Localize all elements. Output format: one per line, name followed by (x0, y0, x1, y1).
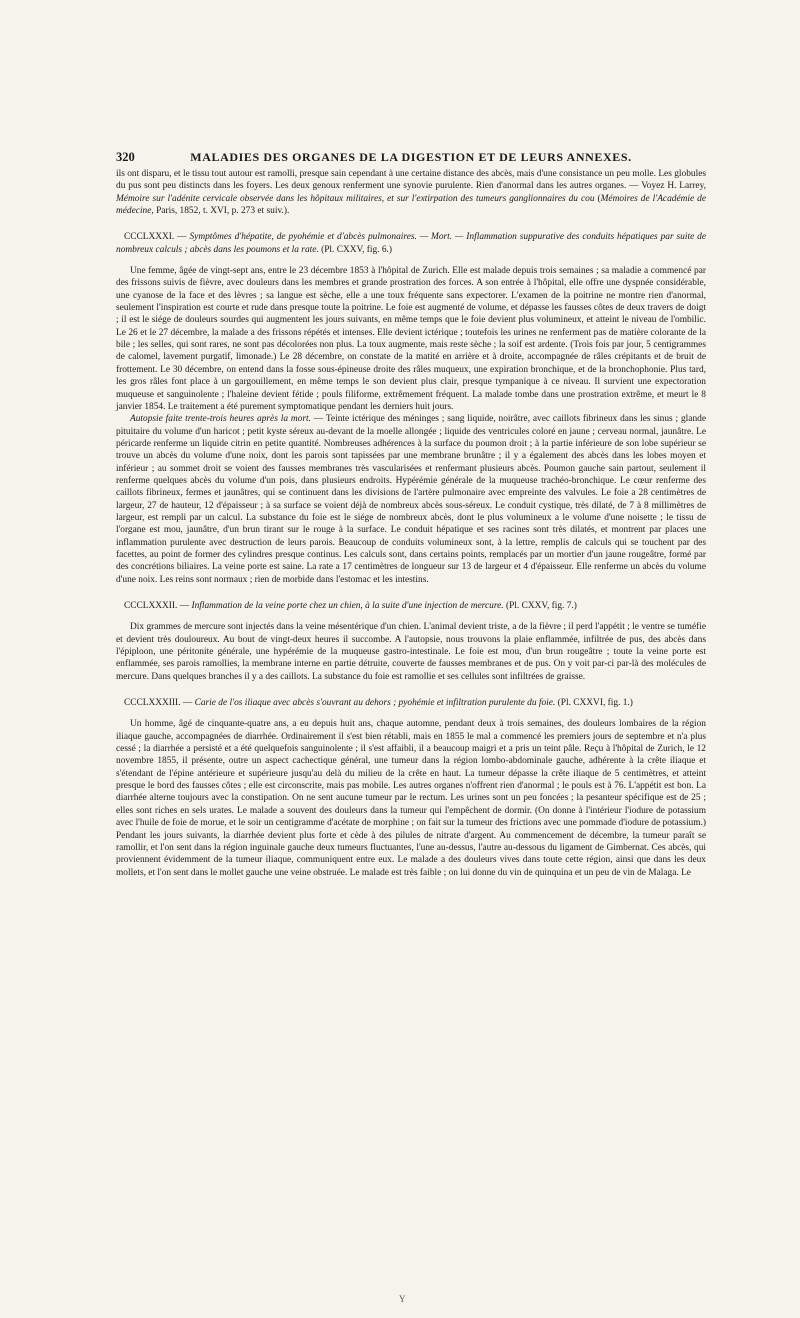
observation-number: CCCLXXXIII. (124, 698, 181, 709)
observation-382-heading: CCCLXXXII. — Inflammation de la veine porte chez un chien, à la suite d'une injection de mercure. (Pl. CXXV, fig. 7.) (124, 601, 577, 611)
plate-reference: (Pl. CXXVI, fig. 1.) (555, 698, 633, 709)
page-number: 320 (116, 150, 135, 164)
observation-381-heading: CCCLXXXI. — Symptômes d'hépatite, de pyohémie et d'abcès pulmonaires. — Mort. — Inflammation suppurative des conduits hépatiques par suite de nombreux calculs ; abcès dans les poumons et la rate. (Pl. CXXV, fig. 6.) (116, 232, 706, 255)
paragraph-experiment: Dix grammes de mercure sont injectés dans la veine mésentérique d'un chien. L'animal devient triste, a de la fièvre ; il perd l'appétit ; le ventre se tuméfie et devient très douloureux. Au bout de vingt-deux heures il succombe. A l'autopsie, nous trouvons la plaie enflammée, infiltrée de pus, des abcès dans l'épiploon, une péritonite générale, une hypérémie de la muqueuse gastro-intestinale. Le foie est mou, d'un brun rougeâtre ; toute la veine porte est enflammée, ses parois ramollies, la membrane interne en partie détruite, couverte de fausses membranes et de pus. On y voit par-ci par-là des molécules de mercure. Dans quelques branches il y a des caillots. La substance du foie est ramollie et ses cellules sont infiltrées de graisse. (116, 622, 706, 682)
paragraph-case-history: Un homme, âgé de cinquante-quatre ans, a eu depuis huit ans, chaque automne, pendant deux à trois semaines, des douleurs lombaires de la région iliaque gauche, accompagnées de diarrhée. Ordinairement il s'est bien rétabli, mais en 1855 le mal a commencé les premiers jours de septembre et n'a plus cessé ; la diarrhée a persisté et a été quelquefois sanguinolente ; il s'est affaibli, il a beaucoup maigri et a pris un teint pâle. Reçu à l'hôpital de Zurich, le 12 novembre 1855, il présente, outre un aspect cachectique général, une tumeur dans la région lombo-abdominale gauche, adhérente à la crête iliaque et s'étendant de l'épine antérieure et supérieure jusqu'au delà du milieu de la crête en haut. La tumeur dépasse la crête iliaque de 5 centimètres, et atteint presque le bord des fausses côtes ; elle est circonscrite, mais pas mobile. Les autres organes n'offrent rien d'anormal ; le pouls est à 76. L'appétit est bon. La diarrhée alterne toujours avec la constipation. On ne sent aucune tumeur par le rectum. Les urines sont un peu foncées ; la pesanteur spécifique est de 25 ; elles sont riches en sels urates. Le malade a souvent des douleurs dans la tumeur qui l'empêchent de dormir. (On donne à l'intérieur l'iodure de potassium avec l'huile de foie de morue, et le soir un centigramme d'acétate de morphine ; on fait sur la tumeur des frictions avec une pommade d'iodure de potassium.) Pendant les jours suivants, la diarrhée devient plus forte et cède à des pilules de nitrate d'argent. Au commencement de décembre, la tumeur paraît se ramollir, et l'on sent dans la région inguinale gauche deux tumeurs fluctuantes, l'une au-dessus, l'autre au-dessous du ligament de Gimbernat. Ces abcès, qui proviennent évidemment de la tumeur iliaque, communiquent entre eux. Le malade a des douleurs vives dans toute cette région, ainsi que dans les deux mollets, et l'on sent dans le mollet gauche une veine obstruée. Le malade est très faible ; on lui donne du vin de quinquina et un peu de vin de Malaga. Le (116, 719, 706, 878)
paragraph-continuation: ils ont disparu, et le tissu tout autour est ramolli, presque sain cependant à une certaine distance des abcès, mais d'une consistance un peu molle. Les globules du pus sont peu distincts dans les foyers. Les deux genoux renferment une synovie purulente. Rien d'anormal dans les autres organes. — Voyez H. Larrey, Mémoire sur l'adénite cervicale observée dans les hôpitaux militaires, et sur l'extirpation des tumeurs ganglionnaires du cou (Mémoires de l'Académie de médecine, Paris, 1852, t. XVI, p. 273 et suiv.). (116, 169, 706, 217)
observation-number: CCCLXXXI. (124, 232, 175, 243)
paragraph-clinical-history: Une femme, âgée de vingt-sept ans, entre le 23 décembre 1853 à l'hôpital de Zurich. Elle est malade depuis trois semaines ; sa maladie a commencé par des frissons suivis de fièvre, avec douleurs dans les membres et grande prostration des forces. A son entrée à l'hôpital, elle offre une dyspnée considérable, une cyanose de la face et des lèvres ; sa langue est sèche, elle a une toux fréquente sans expectorer. L'examen de la poitrine ne montre rien d'anormal, seulement l'inspiration est courte et rude dans presque toute la poitrine. Le foie est augmenté de volume, et dépasse les fausses côtes de deux travers de doigt ; il est le siége de douleurs sourdes qui augmentent les jours suivants, en même temps que le foie devient plus volumineux, et atteint le niveau de l'ombilic. Le 26 et le 27 décembre, la malade a des frissons répétés et intenses. Elle devient ictérique ; toutefois les urines ne renferment pas de matière colorante de la bile ; les selles, qui sont rares, ne sont pas décolorées non plus. La toux augmente, mais reste sèche ; la soif est ardente. (Trois fois par jour, 5 centigrammes de calomel, lavement purgatif, limonade.) Le 28 décembre, on constate de la matité en arrière et à droite, accompagnée de râles crépitants et de bruit de frottement. Le 30 décembre, on entend dans la fosse sous-épineuse droite des râles muqueux, une expiration bronchique, et de la bronchophonie. Plus tard, les gros râles font place à un gargouillement, en même temps le son devient plus clair, presque tympanique à ce niveau. Il survient une expectoration muqueuse et sanguinolente ; l'haleine devient fétide ; pouls filiforme, extrêmement fréquent. La malade tombe dans une prostration extrême, et meurt le 8 janvier 1854. Le traitement a été purement symptomatique pendant les derniers huit jours. (116, 266, 706, 412)
page-header (116, 150, 706, 166)
observation-title: Carie de l'os iliaque avec abcès s'ouvrant au dehors ; pyohémie et infiltration purulente du foie. (194, 698, 556, 709)
paragraph-autopsy: Autopsie faite trente-trois heures après la mort. — Teinte ictérique des méninges ; sang liquide, noirâtre, avec caillots fibrineux dans les sinus ; glande pituitaire du volume d'un haricot ; petit kyste séreux au-devant de la moelle allongée ; liquide des ventricules coloré en jaune ; cerveau normal, jaunâtre. Le péricarde renferme un liquide citrin en petite quantité. Nombreuses adhérences à la surface du poumon droit ; à la partie inférieure de son lobe supérieur se trouve un abcès du volume d'une noix, dont les parois sont tapissées par une membrane brunâtre ; il y a également des abcès dans les lobes moyen et inférieur ; au sommet droit se voient des fausses membranes très vascularisées et renfermant plusieurs abcès. Poumon gauche sain partout, seulement il renferme quelques abcès du volume d'un pois, dans plusieurs endroits. Hypérémie générale de la muqueuse trachéo-bronchique. Le cœur renferme des caillots fibrineux, fermes et jaunâtres, qui se continuent dans les divisions de l'artère pulmonaire avec empreinte des valvules. Le foie a 28 centimètres de largeur, 27 de hauteur, 12 d'épaisseur ; à sa surface se voient déjà de nombreux abcès sous-séreux. Le conduit cystique, très dilaté, de 7 à 8 millimètres de largeur, est rempli par un calcul. La substance du foie est le siége de nombreux abcès, dont le plus volumineux a le volume d'une noisette ; le tissu de l'organe est mou, jaunâtre, d'un brun tirant sur le rouge à la surface. Le conduit hépatique et ses racines sont très dilatés, et montrent par places une inflammation purulente avec destruction de leurs parois. Beaucoup de conduits volumineux sont, à la lettre, remplis de calculs qui se touchent par des facettes, au point de former des cylindres presque continus. Les calculs sont, dans certains points, remplacés par un mortier d'un jaune rougeâtre, formé par des concrétions biliaires. La veine porte est saine. La rate a 17 centimètres de longueur sur 13 de largeur et 4 d'épaisseur. Elle renferme un abcès du volume d'une noix. Les reins sont normaux ; rien de morbide dans l'estomac et les intestins. (116, 414, 706, 585)
plate-reference: (Pl. CXXV, fig. 6.) (318, 244, 393, 255)
observation-number: CCCLXXXII. (124, 601, 178, 611)
observation-383-heading: CCCLXXXIII. — Carie de l'os iliaque avec abcès s'ouvrant au dehors ; pyohémie et infiltration purulente du foie. (Pl. CXXVI, fig. 1.) (124, 698, 633, 709)
plate-reference: (Pl. CXXV, fig. 7.) (503, 601, 577, 611)
observation-title: Symptômes d'hépatite, de pyohémie et d'abcès pulmonaires. — Mort. — Inflammation suppurative des conduits hépatiques par suite de nombreux calculs ; abcès dans les poumons et la rate. (116, 232, 706, 255)
footer-mark: Y (399, 1294, 406, 1304)
autopsy-heading: Autopsie faite trente-trois heures après la mort. (130, 414, 311, 425)
running-title: MALADIES DES ORGANES DE LA DIGESTION ET DE LEURS ANNEXES. (190, 150, 632, 164)
body-text (116, 168, 706, 879)
observation-title: Inflammation de la veine porte chez un chien, à la suite d'une injection de mercure. (191, 601, 504, 611)
